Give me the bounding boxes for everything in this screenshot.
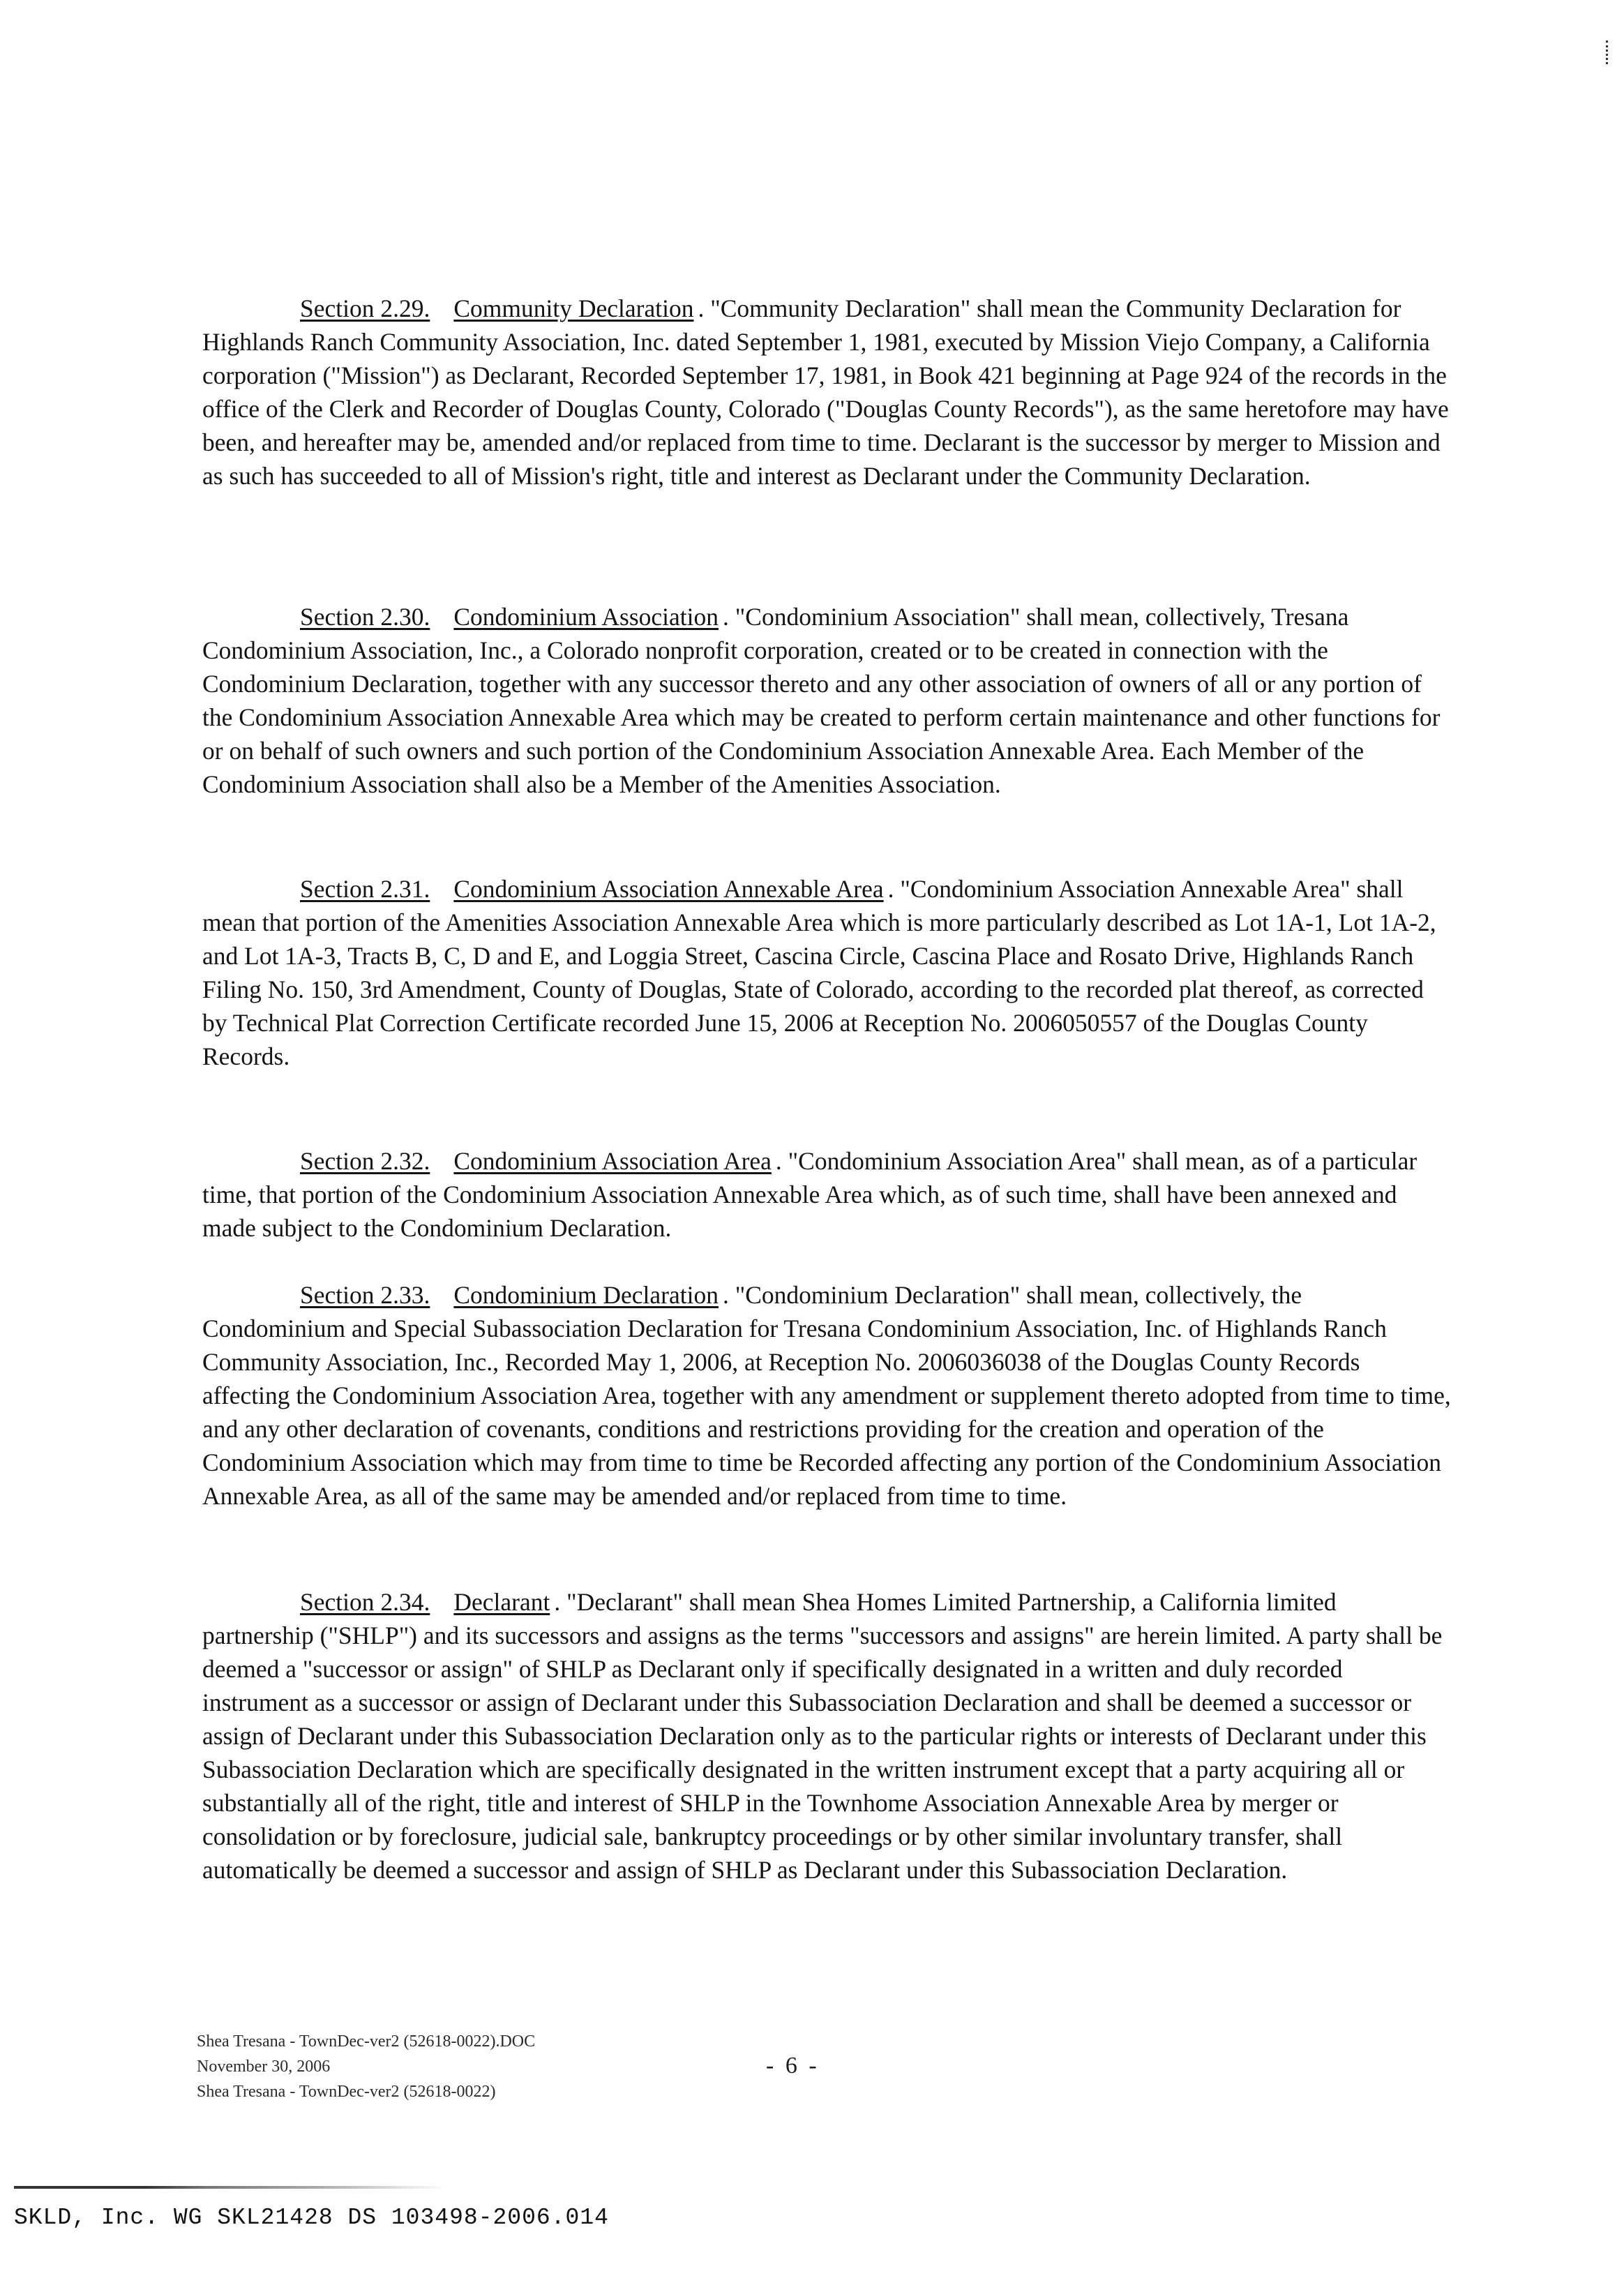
section-title: Condominium Declaration: [453, 1281, 719, 1309]
section-number: Section 2.29.: [300, 294, 430, 322]
section-number: Section 2.30.: [300, 603, 430, 631]
section-title: Condominium Association: [453, 603, 719, 631]
section-body: . "Condominium Association Annexable Area" shall mean that portion of the Amenities Association Annexable Area which is more particularly described as Lot 1A-1, Lot 1A-2, and Lot 1A-3, Tracts B, C, D and E, and Loggia Street, Cascina Circle, Cascina Place and Rosato Drive, Highlands Ranch Filing No. 150, 3rd Amendment, County of Douglas, State of Colorado, according to the recorded plat thereof, as corrected by Technical Plat Correction Certificate recorded June 15, 2006 at Reception No. 2006050557 of the Douglas County Records.: [202, 875, 1436, 1070]
section-2-33: [202, 1278, 1451, 1513]
footer-file-reference: Shea Tresana - TownDec-ver2 (52618-0022).DOC: [197, 2032, 536, 2051]
section-title: Condominium Association Annexable Area: [453, 875, 884, 903]
scan-artifact-mark: [1606, 40, 1611, 64]
section-title: Community Declaration: [453, 294, 694, 322]
footer-date: November 30, 2006: [197, 2058, 331, 2076]
recording-stamp: SKLD, Inc. WG SKL21428 DS 103498-2006.014: [14, 2205, 609, 2231]
scan-divider-line: [14, 2186, 446, 2189]
section-2-29: [202, 292, 1451, 493]
page-number: - 6 -: [766, 2053, 820, 2078]
section-number: Section 2.33.: [300, 1281, 430, 1309]
section-2-31: [202, 872, 1451, 1073]
section-body: . "Condominium Association" shall mean, collectively, Tresana Condominium Association, Inc., a Colorado nonprofit corporation, created or to be created in connection with the Condominium Declaration, together with any successor thereto and any other association of owners of all or any portion of the Condominium Association Annexable Area which may be created to perform certain maintenance and other functions for or on behalf of such owners and such portion of the Condominium Association Annexable Area. Each Member of the Condominium Association shall also be a Member of the Amenities Association.: [202, 603, 1441, 798]
document-footer: [197, 2029, 535, 2104]
section-number: Section 2.34.: [300, 1588, 430, 1616]
section-2-34: [202, 1585, 1451, 1887]
section-body: . "Condominium Association Area" shall mean, as of a particular time, that portion of the Condominium Association Annexable Area which, as of such time, shall have been annexed and made subject to the Condominium Declaration.: [202, 1147, 1418, 1242]
section-title: Condominium Association Area: [453, 1147, 772, 1175]
section-body: . "Condominium Declaration" shall mean, collectively, the Condominium and Special Subassociation Declaration for Tresana Condominium Association, Inc. of Highlands Ranch Community Association, Inc., Recorded May 1, 2006, at Reception No. 2006036038 of the Douglas County Records affecting the Condominium Association Area, together with any amendment or supplement thereto adopted from time to time, and any other declaration of covenants, conditions and restrictions providing for the creation and operation of the Condominium Association which may from time to time be Recorded affecting any portion of the Condominium Association Annexable Area, as all of the same may be amended and/or replaced from time to time.: [202, 1281, 1451, 1510]
section-2-32: [202, 1144, 1451, 1245]
section-2-30: [202, 600, 1451, 801]
section-number: Section 2.31.: [300, 875, 430, 903]
section-body: . "Community Declaration" shall mean the Community Declaration for Highlands Ranch Community Association, Inc. dated September 1, 1981, executed by Mission Viejo Company, a California corporation ("Mission") as Declarant, Recorded September 17, 1981, in Book 421 beginning at Page 924 of the records in the office of the Clerk and Recorder of Douglas County, Colorado ("Douglas County Records"), as the same heretofore may have been, and hereafter may be, amended and/or replaced from time to time. Declarant is the successor by merger to Mission and as such has succeeded to all of Mission's right, title and interest as Declarant under the Community Declaration.: [202, 294, 1449, 490]
section-body: . "Declarant" shall mean Shea Homes Limited Partnership, a California limited partnership ("SHLP") and its successors and assigns as the terms "successors and assigns" are herein limited. A party shall be deemed a "successor or assign" of SHLP as Declarant only if specifically designated in a written and duly recorded instrument as a successor or assign of Declarant under this Subassociation Declaration and shall be deemed a successor or assign of Declarant under this Subassociation Declaration only as to the particular rights or interests of Declarant under this Subassociation Declaration which are specifically designated in the written instrument except that a party acquiring all or substantially all of the right, title and interest of SHLP in the Townhome Association Annexable Area by merger or consolidation or by foreclosure, judicial sale, bankruptcy proceedings or by other similar involuntary transfer, shall automatically be deemed a successor and assign of SHLP as Declarant under this Subassociation Declaration.: [202, 1588, 1443, 1884]
footer-file-reference-2: Shea Tresana - TownDec-ver2 (52618-0022): [197, 2083, 496, 2101]
section-title: Declarant: [453, 1588, 550, 1616]
section-number: Section 2.32.: [300, 1147, 430, 1175]
